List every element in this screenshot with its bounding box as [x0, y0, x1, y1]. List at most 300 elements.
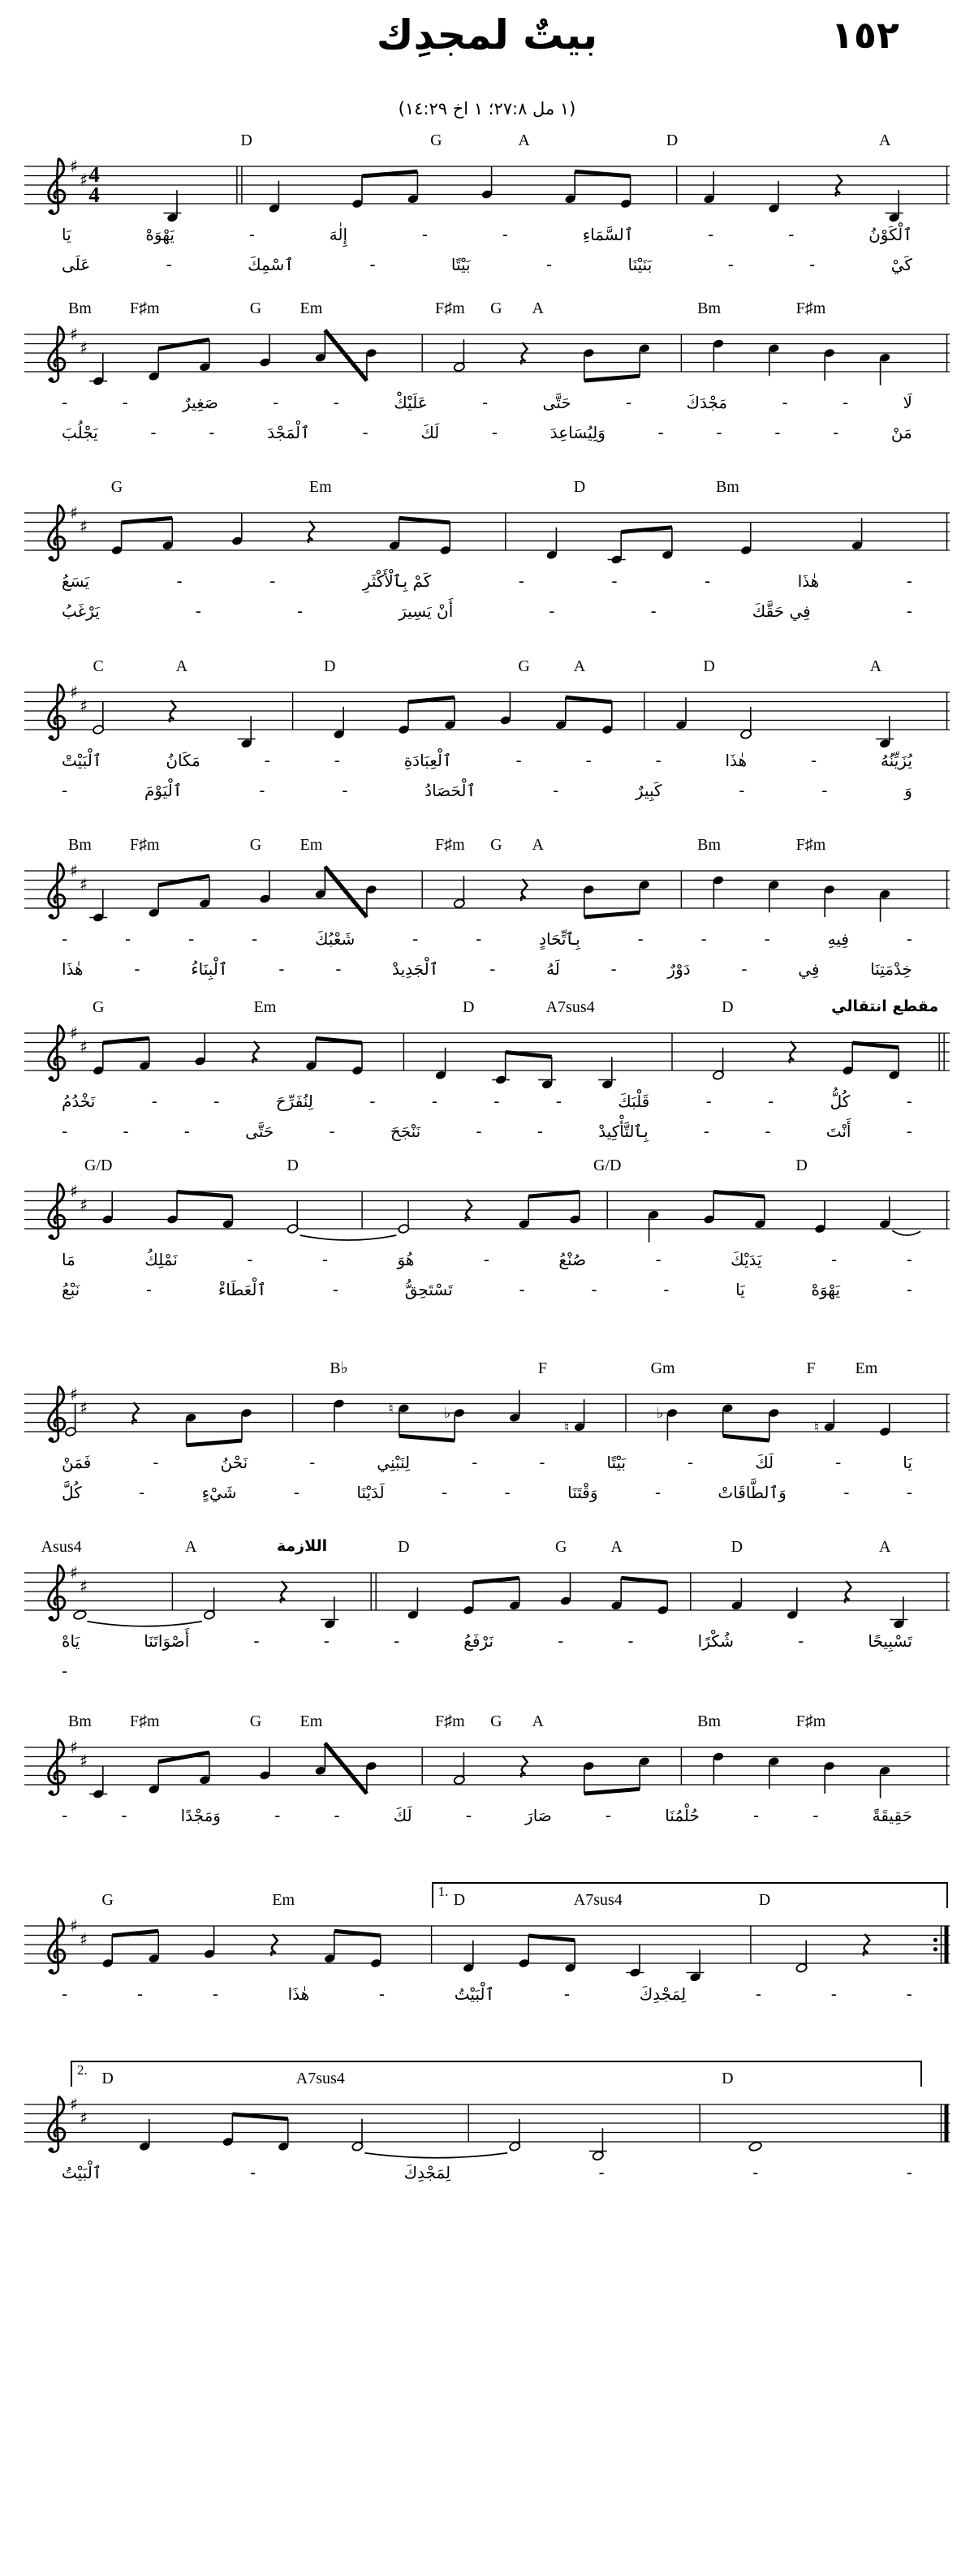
- lyrics-line: [24, 1483, 950, 1503]
- sharp-icon: ♯: [70, 1738, 79, 1757]
- lyric-syllable: ٱلْبَيْتْ: [62, 751, 102, 770]
- lyric-extender: -: [176, 571, 183, 591]
- lyric-extender: -: [212, 1984, 218, 2004]
- music-system: [24, 832, 950, 980]
- music-system: [24, 474, 950, 622]
- chord-label: D: [666, 131, 679, 149]
- lyric-extender: -: [188, 929, 195, 949]
- lyric-syllable: أَصْوَاتَنَا: [144, 1631, 190, 1651]
- lyric-syllable: أَنْتَ: [825, 1122, 851, 1141]
- lyric-syllable: حُلْمُنَا: [665, 1806, 700, 1825]
- lyrics-line: [24, 929, 950, 950]
- lyric-extender: -: [393, 1631, 400, 1651]
- lyric-syllable: فِي: [798, 959, 820, 979]
- chord-label: G: [490, 836, 502, 854]
- lyric-extender: -: [362, 423, 368, 442]
- lyric-extender: -: [323, 1631, 330, 1651]
- chord-label: G: [249, 1712, 262, 1730]
- chord-label: F♯m: [129, 299, 160, 317]
- chord-label: Bm: [67, 299, 92, 317]
- accidental-icon: ♮: [564, 1419, 570, 1437]
- lyric-extender: -: [493, 1092, 500, 1111]
- chord-label: Bm: [697, 836, 722, 854]
- chord-label: Em: [300, 836, 323, 854]
- sharp-icon: ♯: [80, 1037, 88, 1057]
- lyric-syllable: مَكَانُ: [166, 751, 200, 770]
- lyric-extender: -: [259, 781, 265, 800]
- chord-row: [24, 1884, 950, 1910]
- lyric-extender: -: [136, 1984, 144, 2004]
- lyric-syllable: مَنْ: [890, 423, 912, 442]
- lyric-syllable: لِنَبْنِي: [377, 1453, 411, 1472]
- volta-bracket: [71, 2061, 922, 2087]
- volta-bracket: [432, 1882, 948, 1908]
- lyric-extender: -: [249, 2163, 256, 2182]
- lyric-extender: -: [906, 571, 912, 591]
- chord-label: Em: [253, 998, 277, 1016]
- volta-label: 2.: [77, 2062, 88, 2078]
- lyric-extender: -: [476, 1122, 482, 1141]
- chord-label: D: [462, 998, 475, 1016]
- lyric-extender: -: [708, 225, 714, 244]
- staff: [24, 1017, 950, 1095]
- lyric-extender: -: [655, 1250, 662, 1269]
- chord-label: G/D: [593, 1157, 622, 1174]
- sharp-icon: ♯: [80, 875, 88, 894]
- sharp-icon: ♯: [80, 1930, 88, 1949]
- lyric-extender: -: [655, 751, 662, 770]
- lyric-syllable: ٱلْعَطَاءْ: [218, 1280, 267, 1299]
- chord-row: [24, 1534, 950, 1557]
- chord-label: A: [184, 1538, 197, 1556]
- staff: [24, 1175, 950, 1253]
- lyric-extender: -: [441, 1483, 448, 1502]
- tie: [87, 1622, 202, 1626]
- lyric-extender: -: [537, 1122, 544, 1141]
- lyric-syllable: يَسَعُ: [62, 571, 90, 591]
- lyric-extender: -: [515, 751, 522, 770]
- lyric-syllable: عَلَى: [62, 255, 91, 274]
- lyric-extender: -: [663, 1280, 670, 1299]
- lyrics-line: [24, 1631, 950, 1652]
- chord-label: A7sus4: [545, 998, 595, 1016]
- lyric-syllable: يَا: [62, 225, 71, 244]
- lyric-syllable: لِمَجْدِكَ: [639, 1984, 687, 2004]
- lyric-extender: -: [253, 1631, 260, 1651]
- chord-label: Bm: [697, 1712, 722, 1730]
- lyric-extender: -: [278, 959, 285, 979]
- lyric-extender: -: [768, 1092, 774, 1111]
- chord-label: A: [532, 836, 544, 854]
- lyric-syllable: ٱلْمَجْدَ: [267, 423, 310, 442]
- lyric-syllable: هٰذَا: [797, 571, 820, 591]
- lyric-syllable: يُزَيِّنُهُ: [880, 751, 912, 770]
- lyric-extender: -: [125, 929, 131, 949]
- music-system: [24, 127, 950, 275]
- lyric-extender: -: [482, 393, 489, 412]
- lyric-extender: -: [906, 1092, 912, 1111]
- accidental-icon: ♭: [657, 1405, 664, 1422]
- sharp-icon: ♯: [70, 1916, 79, 1936]
- lyric-syllable: بَنَيْنَا: [627, 255, 653, 274]
- lyric-extender: -: [906, 929, 912, 949]
- lyric-syllable: لَكَ: [755, 1453, 774, 1472]
- lyric-extender: -: [213, 1092, 220, 1111]
- lyric-syllable: يَاهْ: [62, 1631, 80, 1651]
- lyrics-line: [24, 423, 950, 443]
- lyric-extender: -: [248, 225, 255, 244]
- lyrics-line: [24, 225, 950, 245]
- chord-row: [24, 127, 950, 150]
- lyrics-line: [24, 1984, 950, 2005]
- lyric-extender: -: [810, 751, 817, 770]
- lyric-extender: -: [296, 601, 304, 621]
- lyric-extender: -: [123, 1122, 129, 1141]
- chord-row: [24, 994, 950, 1017]
- lyric-extender: -: [369, 255, 376, 274]
- lyric-extender: -: [906, 1122, 912, 1141]
- lyric-extender: -: [472, 1453, 478, 1472]
- chord-label: F♯m: [435, 836, 465, 854]
- lyric-extender: -: [552, 781, 559, 800]
- music-system: [24, 295, 950, 443]
- lyric-extender: -: [605, 1806, 612, 1825]
- lyric-syllable: لَدَيْنَا: [356, 1483, 385, 1502]
- lyric-syllable: كَيْ: [890, 255, 912, 274]
- lyric-extender: -: [151, 1092, 157, 1111]
- lyric-syllable: ٱلْعِبَادَةِ: [403, 751, 452, 770]
- chord-label: D: [758, 1891, 771, 1909]
- lyric-extender: -: [539, 1453, 545, 1472]
- lyric-extender: -: [788, 225, 795, 244]
- lyric-extender: -: [705, 1092, 712, 1111]
- lyric-syllable: بَيْتًا: [606, 1453, 627, 1472]
- lyric-extender: -: [153, 1453, 159, 1472]
- lyric-extender: -: [687, 1453, 694, 1472]
- lyric-extender: -: [518, 571, 524, 591]
- music-system: [24, 1355, 950, 1503]
- lyric-syllable: ٱسْمِكَ: [248, 255, 295, 274]
- sharp-icon: ♯: [80, 1577, 88, 1596]
- sharp-icon: ♯: [70, 503, 79, 523]
- lyric-extender: -: [62, 1806, 68, 1825]
- lyric-extender: -: [831, 1250, 838, 1269]
- chord-label: A7sus4: [295, 2070, 345, 2087]
- chord-label: Em: [855, 1359, 878, 1377]
- lyric-syllable: يَرْغَبُ: [62, 601, 100, 621]
- chord-row: [24, 832, 950, 855]
- lyric-extender: -: [798, 1631, 804, 1651]
- note: [748, 2141, 762, 2152]
- chord-label: A7sus4: [573, 1891, 623, 1909]
- lyrics-line: [24, 393, 950, 413]
- lyric-extender: -: [321, 1250, 329, 1269]
- lyric-extender: -: [334, 751, 340, 770]
- chord-label: D: [722, 998, 734, 1016]
- sharp-icon: ♯: [80, 1751, 88, 1771]
- chord-label: Bm: [67, 1712, 92, 1730]
- lyric-extender: -: [809, 255, 816, 274]
- lyric-extender: -: [752, 2163, 759, 2182]
- lyric-extender: -: [333, 393, 339, 412]
- lyric-extender: -: [627, 1631, 634, 1651]
- lyric-extender: -: [654, 1483, 662, 1502]
- chord-label: A: [869, 657, 882, 675]
- chord-label: G: [518, 657, 530, 675]
- lyric-extender: -: [332, 1280, 339, 1299]
- lyric-syllable: وَقْتَنَا: [567, 1483, 598, 1502]
- lyric-syllable: كُلَّ: [62, 1483, 82, 1502]
- staff: [24, 150, 950, 228]
- lyric-syllable: وَٱلطَّاقَاتْ: [718, 1483, 787, 1502]
- lyric-extender: -: [195, 601, 201, 621]
- lyrics-line: [24, 1122, 950, 1142]
- lyric-extender: -: [62, 1661, 68, 1681]
- lyric-syllable: ٱلْكَوْنُ: [868, 225, 912, 244]
- music-system: [24, 994, 950, 1142]
- time-signature: 4: [88, 183, 100, 207]
- lyric-syllable: لِمَجْدِكَ: [403, 2163, 451, 2182]
- chord-label: Gm: [650, 1359, 675, 1377]
- lyrics-line: [24, 1806, 950, 1826]
- page-title: بيتٌ لمجدِك: [376, 11, 598, 58]
- lyric-syllable: ٱلْحَصَادُ: [425, 781, 476, 800]
- chord-label: F♯m: [129, 836, 160, 854]
- lyric-extender: -: [585, 751, 592, 770]
- accidental-icon: ♭: [443, 1405, 451, 1422]
- lyric-extender: -: [812, 1806, 819, 1825]
- staff: [24, 318, 950, 396]
- lyrics-line: [24, 1453, 950, 1473]
- lyrics-line: [24, 1661, 950, 1682]
- chord-label: G: [249, 299, 262, 317]
- chord-label: G/D: [84, 1157, 113, 1174]
- chord-label: A: [532, 299, 544, 317]
- chord-row: [24, 653, 950, 676]
- sharp-icon: ♯: [70, 157, 79, 176]
- lyric-syllable: نَرْفَعُ: [463, 1631, 494, 1651]
- lyric-extender: -: [906, 1483, 912, 1502]
- sharp-icon: ♯: [70, 1023, 79, 1043]
- lyric-syllable: صُنْعُ: [558, 1250, 587, 1269]
- lyric-syllable: تَسْبِيحًا: [868, 1631, 912, 1651]
- lyric-extender: -: [334, 1806, 340, 1825]
- chord-label: D: [287, 1157, 299, 1174]
- lyric-extender: -: [269, 571, 276, 591]
- chord-label: F♯m: [129, 1712, 160, 1730]
- lyric-extender: -: [293, 1483, 300, 1502]
- chord-label: B♭: [330, 1359, 348, 1377]
- lyrics-line: [24, 571, 950, 592]
- lyric-syllable: شَعْبُكَ: [315, 929, 356, 949]
- lyric-extender: -: [62, 393, 68, 412]
- lyric-syllable: شُكْرًا: [697, 1631, 735, 1651]
- lyric-syllable: لَكَ: [420, 423, 440, 442]
- lyric-syllable: ٱلْبَيْتُ: [454, 1984, 495, 2004]
- lyric-syllable: مَجْدَكَ: [686, 393, 728, 412]
- lyric-syllable: نَنْجَحَ: [390, 1122, 421, 1141]
- lyric-extender: -: [657, 423, 664, 442]
- chord-label: Em: [308, 478, 332, 496]
- sharp-icon: ♯: [80, 170, 88, 190]
- lyric-extender: -: [650, 601, 657, 621]
- lyric-extender: -: [489, 959, 496, 979]
- lyric-extender: -: [555, 1092, 562, 1111]
- lyric-extender: -: [906, 601, 912, 621]
- lyrics-line: [24, 601, 950, 622]
- lyric-syllable: فَمَنْ: [62, 1453, 92, 1472]
- lyric-syllable: مَا: [62, 1250, 75, 1269]
- sharp-icon: ♯: [70, 1563, 79, 1583]
- chord-row: [24, 2062, 950, 2088]
- lyric-extender: -: [62, 1984, 68, 2004]
- lyric-syllable: ٱلْيَوْمَ: [144, 781, 183, 800]
- lyric-syllable: لَا: [903, 393, 912, 412]
- tie: [364, 2153, 507, 2158]
- lyrics-line: [24, 1250, 950, 1270]
- lyric-syllable: بِٱتِّحَادٍ: [539, 929, 580, 949]
- chord-label: F♯m: [795, 299, 826, 317]
- volta-label: 1.: [437, 1884, 449, 1899]
- lyric-extender: -: [833, 423, 839, 442]
- lyric-extender: -: [558, 1631, 564, 1651]
- lyric-extender: -: [122, 393, 128, 412]
- lyrics-line: [24, 1280, 950, 1300]
- lyric-syllable: ٱلْبِنَاءُ: [191, 959, 228, 979]
- staff: [24, 1731, 950, 1809]
- lyric-syllable: نَحْنُ: [220, 1453, 248, 1472]
- sharp-icon: ♯: [80, 338, 88, 358]
- staff: [24, 1378, 950, 1456]
- sharp-icon: ♯: [80, 1195, 88, 1215]
- lyric-syllable: يَدَيْكَ: [730, 1250, 762, 1269]
- lyric-extender: -: [335, 959, 342, 979]
- lyric-extender: -: [62, 1122, 68, 1141]
- lyric-syllable: نَمْلِكُ: [144, 1250, 178, 1269]
- lyric-syllable: وَلِيُسَاعِدَ: [549, 423, 606, 442]
- lyric-extender: -: [421, 225, 429, 244]
- lyric-extender: -: [145, 1280, 153, 1299]
- chord-label: G: [110, 478, 123, 496]
- lyric-extender: -: [741, 959, 748, 979]
- time-signature: 4: [88, 162, 100, 187]
- chord-row: [24, 1355, 950, 1378]
- lyric-syllable: فِيهِ: [827, 929, 849, 949]
- chord-label: Asus4: [41, 1538, 82, 1556]
- lyric-extender: -: [610, 959, 617, 979]
- lyric-syllable: هٰذَا: [62, 959, 84, 979]
- lyric-syllable: ٱلْجَدِيدْ: [392, 959, 439, 979]
- lyric-syllable: هٰذَا: [287, 1984, 310, 2004]
- chord-label: A: [878, 1538, 891, 1556]
- lyric-syllable: بِٱلتَّأْكِيدْ: [598, 1122, 649, 1141]
- chord-label: Bm: [715, 478, 739, 496]
- lyric-extender: -: [906, 1250, 912, 1269]
- chord-label: D: [573, 478, 586, 496]
- staff: [24, 676, 950, 754]
- lyric-extender: -: [755, 1984, 762, 2004]
- lyric-extender: -: [342, 781, 348, 800]
- lyric-syllable: خِدْمَتِنَا: [870, 959, 912, 979]
- lyric-extender: -: [166, 255, 172, 274]
- lyric-syllable: كَبِيرٌ: [635, 781, 662, 800]
- chord-label: G: [490, 1712, 502, 1730]
- chord-label: A: [573, 657, 586, 675]
- lyric-extender: -: [121, 1806, 127, 1825]
- lyric-syllable: صَغِيرٌ: [183, 393, 218, 412]
- chord-row: [24, 295, 950, 318]
- lyric-extender: -: [369, 1092, 376, 1111]
- lyric-syllable: لَهُ: [545, 959, 560, 979]
- staff: [24, 1557, 950, 1635]
- sharp-icon: ♯: [80, 696, 88, 716]
- lyric-extender: -: [611, 571, 618, 591]
- chord-label: G: [554, 1538, 567, 1556]
- lyrics-line: [24, 1092, 950, 1112]
- accidental-icon: ♮: [813, 1419, 820, 1437]
- lyrics-line: [24, 751, 950, 771]
- accidental-icon: ♮: [388, 1400, 394, 1418]
- chord-label: D: [101, 2070, 114, 2087]
- lyric-extender: -: [62, 781, 68, 800]
- staff: [24, 497, 950, 575]
- chord-label: F: [806, 1359, 816, 1377]
- lyrics-line: [24, 959, 950, 980]
- chord-label: C: [93, 657, 104, 675]
- lyric-extender: -: [591, 1280, 597, 1299]
- chord-label: G: [490, 299, 502, 317]
- chord-label: D: [453, 1891, 466, 1909]
- lyric-syllable: كُلُّ: [830, 1092, 851, 1111]
- lyric-extender: -: [247, 1250, 253, 1269]
- lyric-extender: -: [139, 1483, 145, 1502]
- lyric-extender: -: [274, 1806, 281, 1825]
- lyric-extender: -: [705, 571, 711, 591]
- lyric-syllable: لَكَ: [393, 1806, 412, 1825]
- lyric-extender: -: [703, 1122, 710, 1141]
- music-system: [24, 2062, 950, 2183]
- sharp-icon: ♯: [70, 1182, 79, 1201]
- lyric-syllable: أَنْ يَسِيرَ: [399, 601, 454, 621]
- lyric-syllable: لِنُفَرِّحَ: [275, 1092, 313, 1111]
- section-annotation: مقطع انتقالي: [831, 997, 939, 1015]
- lyrics-line: [24, 781, 950, 801]
- chord-label: F♯m: [795, 836, 826, 854]
- lyric-extender: -: [465, 1806, 472, 1825]
- lyric-extender: -: [264, 751, 270, 770]
- chord-label: D: [240, 131, 252, 149]
- lyric-extender: -: [183, 1122, 190, 1141]
- chord-label: D: [795, 1157, 808, 1174]
- chord-label: A: [518, 131, 530, 149]
- lyric-syllable: فِي حَقَّكَ: [752, 601, 811, 621]
- lyric-extender: -: [491, 423, 498, 442]
- lyric-extender: -: [821, 781, 828, 800]
- sharp-icon: ♯: [70, 861, 79, 881]
- staff: [24, 855, 950, 933]
- lyric-extender: -: [906, 1984, 912, 2004]
- chord-label: G: [249, 836, 262, 854]
- lyric-extender: -: [252, 929, 258, 949]
- lyric-syllable: يَا: [735, 1280, 745, 1299]
- lyric-extender: -: [700, 929, 707, 949]
- lyric-extender: -: [519, 1280, 525, 1299]
- lyric-extender: -: [843, 1483, 850, 1502]
- chord-label: A: [610, 1538, 623, 1556]
- lyric-extender: -: [637, 929, 644, 949]
- lyric-syllable: شَيْءٍ: [201, 1483, 237, 1502]
- chord-label: Em: [272, 1891, 295, 1909]
